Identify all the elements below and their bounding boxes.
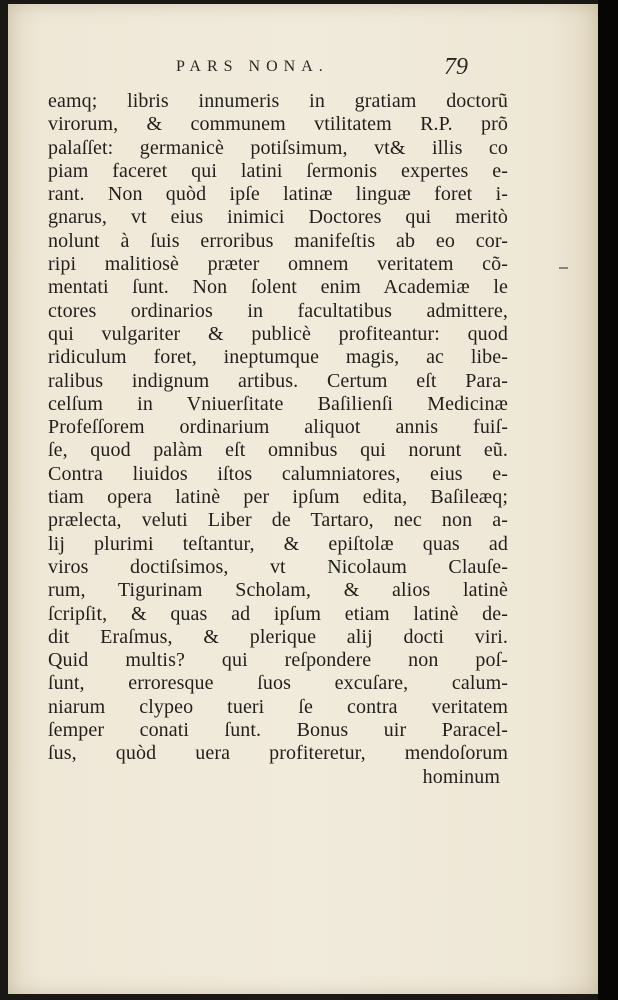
text-line: dit Eraſmus, & plerique alij docti viri. <box>48 625 508 648</box>
text-line: lij plurimi teſtantur, & epiſtolæ quas ad <box>48 532 508 555</box>
text-line: ſus, quòd uera profiteretur, mendoſorum <box>48 742 508 765</box>
catchword: hominum <box>422 765 500 788</box>
text-line: ctores ordinarios in facultatibus admittere, <box>48 299 508 322</box>
margin-mark <box>559 267 568 269</box>
text-line: ridiculum foret, ineptumque magis, ac libe- <box>48 346 508 369</box>
text-line: ralibus indignum artibus. Certum eſt Para- <box>48 369 508 392</box>
text-line: ſunt, erroresque ſuos excuſare, calum- <box>48 672 508 695</box>
text-line: ſe, quod palàm eſt omnibus qui norunt eũ. <box>48 439 508 462</box>
text-line: palaſſet: germanicè potiſsimum, vt& illis co <box>48 136 508 159</box>
text-line: gnarus, vt eius inimici Doctores qui meritò <box>48 206 508 229</box>
text-line: ſemper conati ſunt. Bonus uir Paracel- <box>48 719 508 742</box>
text-line: Profeſſorem ordinarium aliquot annis fuiſ- <box>48 416 508 439</box>
running-head-title: PARS NONA. <box>176 58 329 75</box>
text-line: niarum clypeo tueri ſe contra veritatem <box>48 695 508 718</box>
paper-sheet <box>8 4 598 994</box>
text-line: qui vulgariter & publicè profiteantur: quod <box>48 322 508 345</box>
text-line: prælecta, veluti Liber de Tartaro, nec non a- <box>48 509 508 532</box>
text-line: ripi malitiosè præter omnem veritatem cõ- <box>48 253 508 276</box>
text-line: rant. Non quòd ipſe latinæ linguæ foret i- <box>48 183 508 206</box>
text-line: viros doctiſsimos, vt Nicolaum Clauſe- <box>48 555 508 578</box>
text-line: Quid multis? qui reſpondere non poſ- <box>48 649 508 672</box>
text-line: tiam opera latinè per ipſum edita, Baſileæq; <box>48 486 508 509</box>
text-line: eamq; libris innumeris in gratiam doctorũ <box>48 90 508 112</box>
text-line: ſcripſit, & quas ad ipſum etiam latinè de- <box>48 602 508 625</box>
text-line: nolunt à ſuis erroribus manifeſtis ab eo cor- <box>48 229 508 252</box>
text-line: mentati ſunt. Non ſolent enim Academiæ le <box>48 276 508 299</box>
text-line: virorum, & communem vtilitatem R.P. prõ <box>48 113 508 136</box>
text-line: Contra liuidos iſtos calumniatores, eius e- <box>48 462 508 485</box>
text-line: piam faceret qui latini ſermonis expertes e- <box>48 159 508 182</box>
page-number: 79 <box>444 54 468 80</box>
text-line: celſum in Vniuerſitate Baſilienſi Medicinæ <box>48 392 508 415</box>
scan-edge <box>598 0 618 1000</box>
running-head <box>8 56 598 80</box>
text-line: rum, Tigurinam Scholam, & alios latinè <box>48 579 508 602</box>
body-text <box>48 90 508 789</box>
